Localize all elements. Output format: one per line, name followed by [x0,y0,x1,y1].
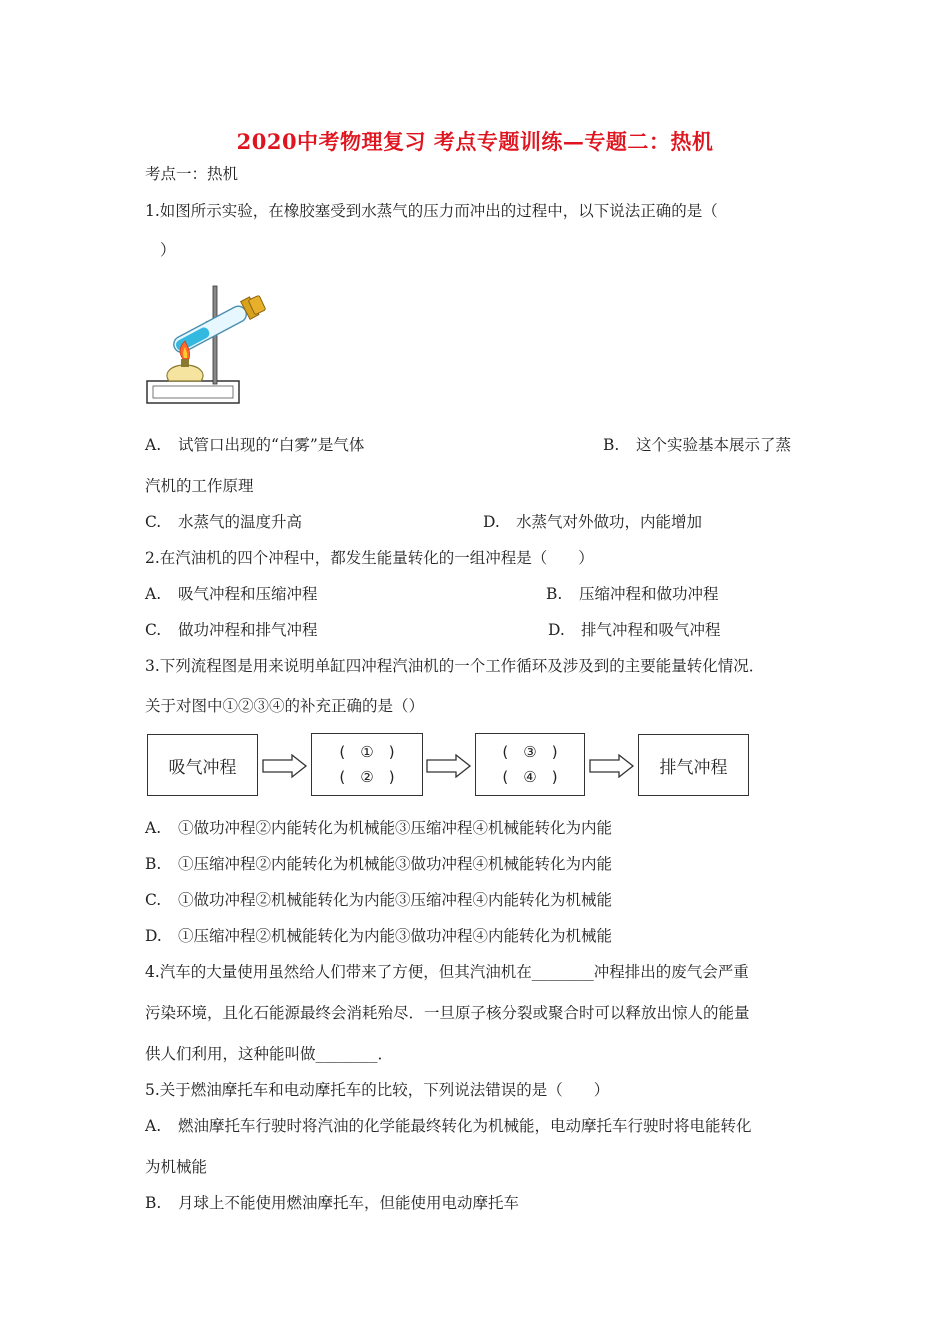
q3-option-d[interactable]: D. ①压缩冲程②机械能转化为内能③做功冲程④内能转化为机械能 [145,927,613,945]
flow-box-exhaust [638,734,749,796]
flow-blank-4: ( ④ ) [502,768,558,786]
experiment-apparatus-figure [143,283,273,408]
q5-stem: 5.关于燃油摩托车和电动摩托车的比较，下列说法错误的是（ ） [145,1081,610,1099]
flow-box-exhaust-label: 排气冲程 [659,757,728,778]
q3-option-c[interactable]: C. ①做功冲程②机械能转化为内能③压缩冲程④内能转化为机械能 [145,891,613,909]
flow-blank-1: ( ① ) [339,743,395,761]
flow-arrow-2 [426,754,472,778]
q5-option-b[interactable]: B. 月球上不能使用燃油摩托车，但能使用电动摩托车 [145,1194,520,1212]
q2-stem: 2.在汽油机的四个冲程中，都发生能量转化的一组冲程是（ ） [145,549,594,567]
alcohol-lamp [167,365,203,381]
q5-option-a-continued: 为机械能 [145,1158,208,1176]
q4-line3: 供人们利用，这种能叫做________． [145,1045,394,1063]
flow-blank-2: ( ② ) [339,768,395,786]
q3-option-a[interactable]: A. ①做功冲程②内能转化为机械能③压缩冲程④机械能转化为内能 [145,819,613,837]
q1-option-a[interactable]: A. 试管口出现的“白雾”是气体 [145,436,365,454]
q2-option-a[interactable]: A. 吸气冲程和压缩冲程 [145,585,318,603]
flow-arrow-1 [262,754,308,778]
q2-option-d[interactable]: D. 排气冲程和吸气冲程 [548,621,721,639]
q1-option-d[interactable]: D. 水蒸气对外做功，内能增加 [483,513,703,531]
q1-stem-line2: ） [160,241,176,259]
page-title: 2020中考物理复习 考点专题训练—专题二：热机 [236,129,714,154]
section-heading: 考点一：热机 [145,165,239,183]
q1-stem-line1: 1.如图所示实验，在橡胶塞受到水蒸气的压力而冲出的过程中，以下说法正确的是（ [145,202,718,220]
q2-option-b[interactable]: B. 压缩冲程和做功冲程 [546,585,719,603]
q1-option-b-continued: 汽机的工作原理 [145,477,254,495]
flow-box-intake [147,734,258,796]
q3-stem-line2: 关于对图中①②③④的补充正确的是（） [145,697,425,715]
q3-stem-line1: 3.下列流程图是用来说明单缸四冲程汽油机的一个工作循环及涉及到的主要能量转化情况． [145,657,765,675]
q5-option-a[interactable]: A. 燃油摩托车行驶时将汽油的化学能最终转化为机械能，电动摩托车行驶时将电能转化 [145,1117,752,1135]
flow-box-2 [311,733,423,796]
q4-line1: 4.汽车的大量使用虽然给人们带来了方便，但其汽油机在________冲程排出的废气会严重 [145,963,749,981]
q3-option-b[interactable]: B. ①压缩冲程②内能转化为机械能③做功冲程④机械能转化为内能 [145,855,613,873]
q1-option-b[interactable]: B. 这个实验基本展示了蒸 [603,436,792,454]
flow-box-3 [475,733,585,796]
q2-option-c[interactable]: C. 做功冲程和排气冲程 [145,621,318,639]
q1-option-c[interactable]: C. 水蒸气的温度升高 [145,513,303,531]
flow-box-intake-label: 吸气冲程 [168,757,237,778]
q4-line2: 污染环境，且化石能源最终会消耗殆尽．一旦原子核分裂或聚合时可以释放出惊人的能量 [145,1004,750,1022]
flow-arrow-3 [589,754,635,778]
flow-blank-3: ( ③ ) [502,743,558,761]
